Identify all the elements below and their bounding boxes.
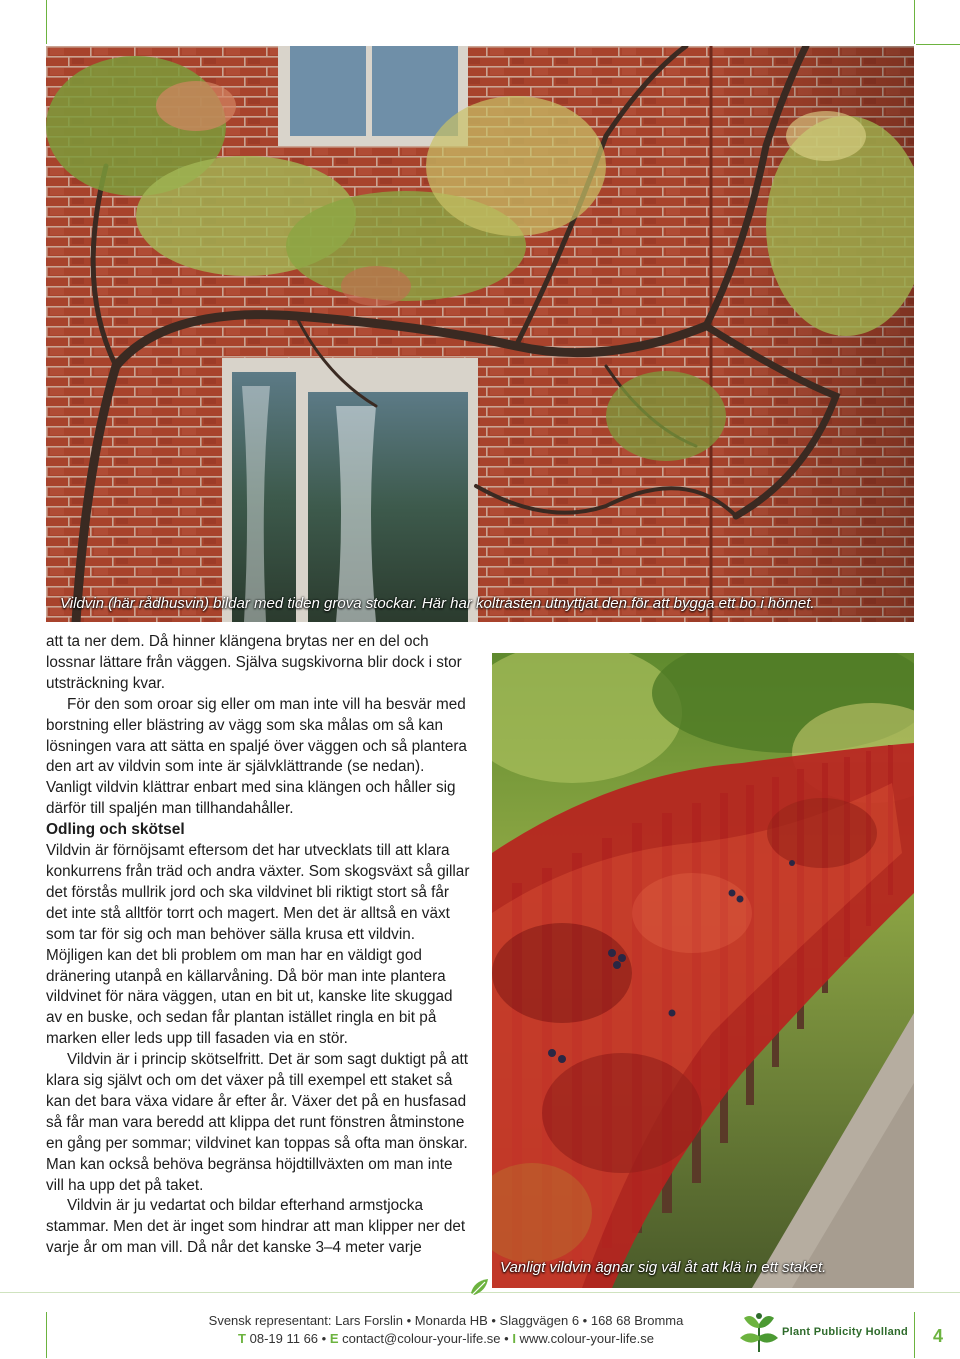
paragraph-continuation: att ta ner dem. Då hinner klängena brytas ner en del och lossnar lättare från väggen. Själva sugskivorna blir dock i stor utsträckning kvar. bbox=[46, 633, 462, 692]
footer-e-label: E bbox=[329, 1331, 339, 1346]
top-photo-caption: Vildvin (här rådhusvin) bildar med tiden grova stockar. Här har koltrasten utnyttjat den för att bygga ett bo i hörnet. bbox=[60, 595, 815, 612]
vine-fence-illustration bbox=[492, 653, 914, 1288]
page-footer bbox=[46, 1312, 914, 1354]
footer-contact bbox=[146, 1312, 746, 1348]
right-photo-caption: Vanligt vildvin ägnar sig väl åt att klä in ett staket. bbox=[500, 1259, 827, 1276]
footer-representative: Svensk representant: Lars Forslin • Monarda HB • Slaggvägen 6 • 168 68 Bromma bbox=[208, 1313, 684, 1328]
crop-line-left-top bbox=[46, 0, 47, 44]
footer-contact-line bbox=[146, 1330, 746, 1348]
brick-wall-illustration bbox=[46, 46, 914, 622]
crop-line-right-bottom bbox=[914, 1312, 915, 1358]
footer-phone: 08-19 11 66 • bbox=[246, 1331, 330, 1346]
logo-plant-icon bbox=[738, 1310, 780, 1354]
plant-publicity-holland-logo bbox=[738, 1310, 908, 1354]
crop-line-right-top bbox=[914, 0, 915, 44]
paragraph-skotsel: Vildvin är i princip skötselfritt. Det är som sagt duktigt på att klara sig självt och om det växer på till exempel ett staket så kan det bara växa vidare år efter år. Växer det på en husfasad så får man vara beredd att klippa det runt fönstren åtminstone en gång per sommar; vildvinet kan toppas så ofta man önskar. Man kan också behöva begränsa höjdtillväxten om man inte vill ha upp det på taket. bbox=[46, 1051, 469, 1194]
footer-i-label: I bbox=[512, 1331, 516, 1346]
leaf-icon bbox=[468, 1275, 492, 1299]
footer-email[interactable]: contact@colour-your-life.se • bbox=[338, 1331, 513, 1346]
paragraph-spalje: För den som oroar sig eller om man inte vill ha besvär med borstning eller blästring av vägg som ska målas om så kan lösningen vara att sätta en spaljé över väggen och så plantera den art av vildvin som inte är självklättrande (se nedan). Vanligt vildvin klättrar enbart med sina klängen och håller sig därför till spaljén man tillhandahåller. bbox=[46, 695, 467, 818]
section-heading-odling: Odling och skötsel bbox=[46, 821, 185, 839]
logo-text: Plant Publicity Holland bbox=[782, 1326, 909, 1338]
article-text-column bbox=[46, 632, 470, 1259]
footer-t-label: T bbox=[238, 1331, 246, 1346]
page-number: 4 bbox=[933, 1326, 944, 1346]
crop-line-right-h bbox=[916, 44, 960, 45]
paragraph-stammar: Vildvin är ju vedartat och bildar efterhand armstjocka stammar. Men det är inget som hindrar att man klipper ner det varje år om man vill. Då når det kanske 3–4 meter varje bbox=[46, 1197, 466, 1257]
paragraph-odling: Vildvin är förnöjsamt eftersom det har utvecklats till att klara konkurrens från träd och andra växter. Som skogsväxt så gillar det förstås mullrik jord och ska vildvinet bli riktigt stort så får det inte stå alltför torrt och magert. Men det är alltså en växt som tar för sig och man behöver sälla krusa ett vildvin. Möjligen kan det bli problem om man har en väldigt god dränering utanpå en källarvåning. Då bör man inte plantera vildvinet för nära väggen, utan en bit ut, kanske lite skuggad av en buske, och sedan får plantan istället ringla en bit på marken eller leds upp till fasaden via en stör. bbox=[46, 842, 470, 1048]
photo-brick-wall-vine bbox=[46, 46, 914, 622]
photo-vine-fence bbox=[492, 653, 914, 1288]
footer-website[interactable]: www.colour-your-life.se bbox=[515, 1331, 654, 1346]
